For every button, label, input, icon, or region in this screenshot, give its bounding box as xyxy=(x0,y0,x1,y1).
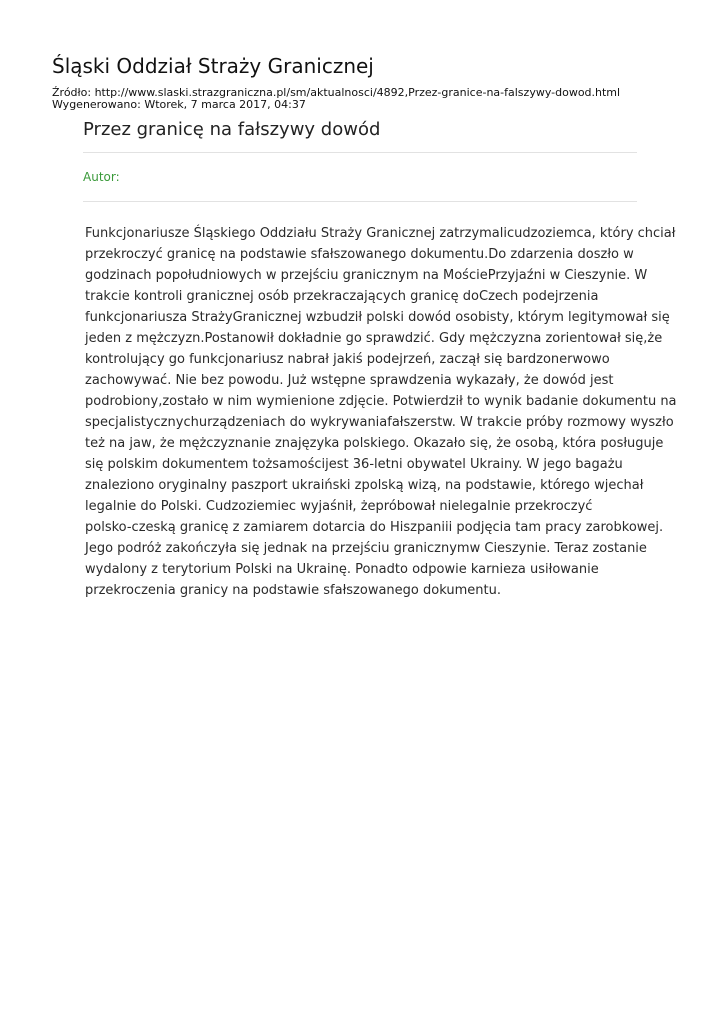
body-line: trakcie kontroli granicznej osób przekraczających granicę doCzech podejrzenia xyxy=(85,289,599,304)
body-line: legalnie do Polski. Cudzoziemiec wyjaśnił, żepróbował nielegalnie przekroczyć xyxy=(85,499,593,514)
body-line: przekroczenia granicy na podstawie sfałszowanego dokumentu. xyxy=(85,583,501,598)
body-line: jeden z mężczyzn.Postanowił dokładnie go sprawdzić. Gdy mężczyzna zorientował się,że xyxy=(85,331,663,346)
body-line: podrobiony,zostało w nim wymienione zdjęcie. Potwierdził to wynik badanie dokumentu na xyxy=(85,394,677,409)
body-line: się polskim dokumentem tożsamościjest 36-letni obywatel Ukrainy. W jego bagażu xyxy=(85,457,623,472)
body-line: znaleziono oryginalny paszport ukraiński zpolską wizą, na podstawie, którego wjechał xyxy=(85,478,644,493)
body-line: funkcjonariusza StrażyGranicznej wzbudził polski dowód osobisty, którym legitymował się xyxy=(85,310,670,325)
divider-bottom xyxy=(83,201,637,202)
body-line: specjalistycznychurządzeniach do wykrywaniafałszerstw. W trakcie próby rozmowy wyszło xyxy=(85,415,674,430)
body-line: też na jaw, że mężczyznanie znajęzyka polskiego. Okazało się, że osobą, która posługuje xyxy=(85,436,664,451)
source-url: Źródło: http://www.slaski.strazgraniczna.pl/sm/aktualnosci/4892,Przez-granice-na-falszywy-dowod.html xyxy=(52,86,621,99)
article-body xyxy=(85,223,677,601)
divider-top xyxy=(83,152,637,153)
author-label: Autor: xyxy=(83,170,120,184)
site-title: Śląski Oddział Straży Granicznej xyxy=(52,54,374,78)
body-line: Jego podróż zakończyła się jednak na przejściu granicznymw Cieszynie. Teraz zostanie xyxy=(85,541,647,556)
print-metadata xyxy=(52,87,620,111)
body-line: godzinach popołudniowych w przejściu granicznym na MościePrzyjaźni w Cieszynie. W xyxy=(85,268,648,283)
body-line: zachowywać. Nie bez powodu. Już wstępne sprawdzenia wykazały, że dowód jest xyxy=(85,373,614,388)
body-line: polsko-czeską granicę z zamiarem dotarcia do Hiszpaniii podjęcia tam pracy zarobkowej. xyxy=(85,520,664,535)
body-line: wydalony z terytorium Polski na Ukrainę. Ponadto odpowie karnieza usiłowanie xyxy=(85,562,599,577)
article-title: Przez granicę na fałszywy dowód xyxy=(83,119,381,140)
body-line: Funkcjonariusze Śląskiego Oddziału Straży Granicznej zatrzymalicudzoziemca, który chciał xyxy=(85,226,676,241)
body-line: kontrolujący go funkcjonariusz nabrał jakiś podejrzeń, zaczął się bardzonerwowo xyxy=(85,352,610,367)
generated-date: Wygenerowano: Wtorek, 7 marca 2017, 04:37 xyxy=(52,98,306,111)
body-line: przekroczyć granicę na podstawie sfałszowanego dokumentu.Do zdarzenia doszło w xyxy=(85,247,634,262)
